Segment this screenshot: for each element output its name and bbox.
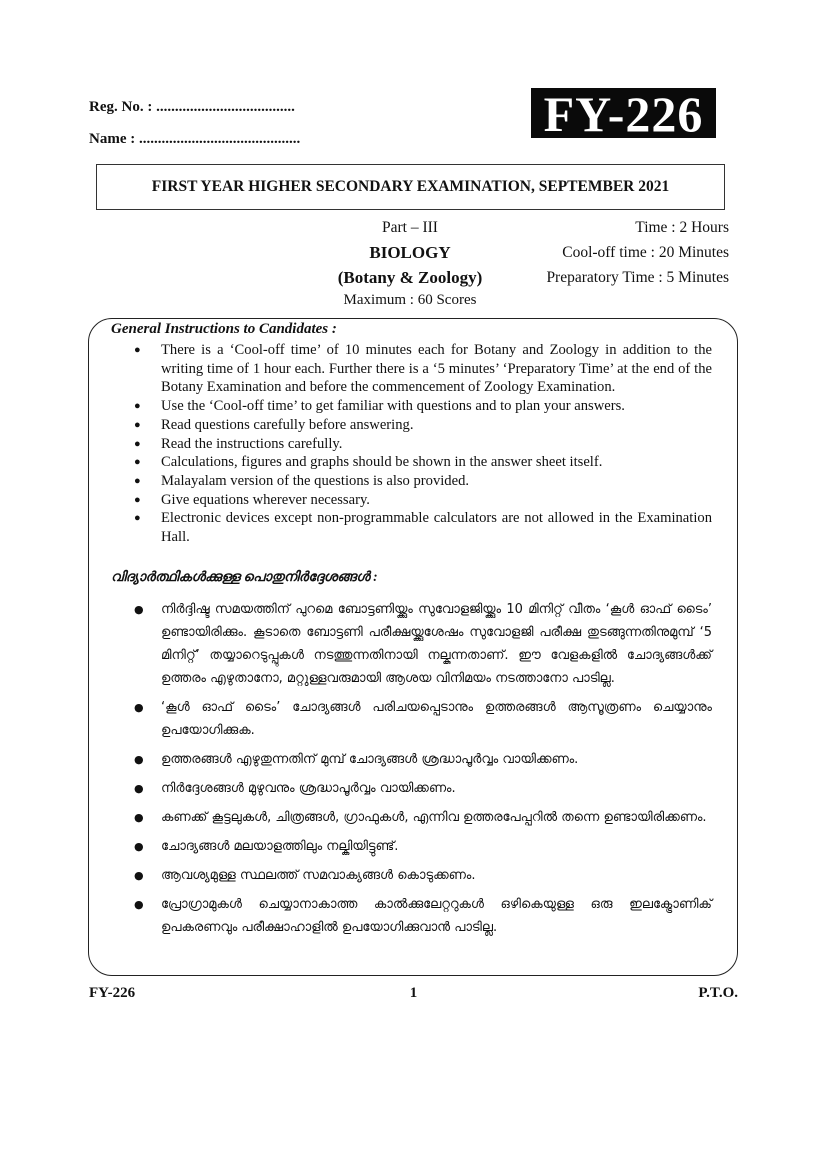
instructions-list (133, 341, 712, 547)
instruction-item: ● There is a ‘Cool-off time’ of 10 minutes each for Botany and Zoology in addition to the writing time of 1 hour each. Further there is a ‘5 minutes’ ‘Preparatory Time’ at the end of the Botany Examination and before the commencement of Zoology Examination. (133, 341, 712, 397)
preparatory-time: Preparatory Time : 5 Minutes (546, 269, 729, 286)
malayalam-instruction-item: ● ആവശ്യമുള്ള സ്ഥലത്ത് സമവാക്യങ്ങൾ കൊടുക്കണം. (133, 864, 712, 887)
cool-off-time: Cool-off time : 20 Minutes (562, 244, 729, 261)
malayalam-instruction-item: ● നിർദ്ദിഷ്ട സമയത്തിന് പുറമെ ബോട്ടണിയ്ക്കും സുവോളജിയ്ക്കും 10 മിനിറ്റ് വീതം ‘കൂൾ ഓഫ് ടൈം’ ഉണ്ടായിരിക്കും. കൂടാതെ ബോട്ടണി പരീക്ഷയ്ക്കുശേഷം സുവോളജി പരീക്ഷ തുടങ്ങുന്നതിനുമുമ്പ് ‘5 മിനിറ്റ്’ തയ്യാറെടുപ്പുകൾ നടത്തുന്നതിനായി നല്കുന്നതാണ്. ഈ വേളകളിൽ ചോദ്യങ്ങൾക്ക് ഉത്തരം എഴുതാനോ, മറ്റുള്ളവരുമായി ആശയ വിനിമയം നടത്താനോ പാടില്ല. (133, 598, 712, 690)
time-allowed: Time : 2 Hours (635, 219, 729, 236)
malayalam-instructions-heading: വിദ്യാർത്ഥികൾക്കുള്ള പൊതുനിർദ്ദേശങ്ങൾ : (111, 569, 378, 584)
instruction-item: ● Use the ‘Cool-off time’ to get familiar with questions and to plan your answers. (133, 397, 712, 416)
malayalam-instructions-list (133, 598, 712, 945)
max-score: Maximum : 60 Scores (343, 292, 477, 308)
footer-code: FY-226 (89, 985, 136, 1001)
malayalam-instruction-item: ● ഉത്തരങ്ങൾ എഴുതുന്നതിന് മുമ്പ് ചോദ്യങ്ങൾ ശ്രദ്ധാപൂർവ്വം വായിക്കണം. (133, 748, 712, 771)
instruction-item: ● Read questions carefully before answering. (133, 416, 712, 435)
reg-no-field: Reg. No. : ..................................... (89, 99, 295, 115)
pto-label: P.T.O. (698, 985, 738, 1001)
malayalam-instruction-item: ● ‘കൂൾ ഓഫ് ടൈം’ ചോദ്യങ്ങൾ പരിചയപ്പെടാനും ഉത്തരങ്ങൾ ആസൂത്രണം ചെയ്യാനും ഉപയോഗിക്കുക. (133, 696, 712, 742)
exam-title: FIRST YEAR HIGHER SECONDARY EXAMINATION, SEPTEMBER 2021 (96, 164, 725, 210)
malayalam-instruction-item: ● നിർദ്ദേശങ്ങൾ മുഴുവനും ശ്രദ്ധാപൂർവ്വം വായിക്കണം. (133, 777, 712, 800)
instruction-item: ● Calculations, figures and graphs should be shown in the answer sheet itself. (133, 453, 712, 472)
paper-code-badge: FY-226 (531, 88, 716, 138)
page-number: 1 (409, 985, 418, 1001)
instruction-item: ● Electronic devices except non-programmable calculators are not allowed in the Examination Hall. (133, 509, 712, 546)
malayalam-instruction-item: ● ചോദ്യങ്ങൾ മലയാളത്തിലും നല്കിയിട്ടുണ്ട്. (133, 835, 712, 858)
malayalam-instruction-item: ● കണക്ക് കൂട്ടലുകൾ, ചിത്രങ്ങൾ, ഗ്രാഫുകൾ, എന്നിവ ഉത്തരപേപ്പറിൽ തന്നെ ഉണ്ടായിരിക്കണം. (133, 806, 712, 829)
instruction-item: ● Give equations wherever necessary. (133, 491, 712, 510)
subject-title: BIOLOGY (369, 243, 451, 262)
name-field: Name : ........................................... (89, 131, 301, 147)
instruction-item: ● Malayalam version of the questions is also provided. (133, 472, 712, 491)
instruction-item: ● Read the instructions carefully. (133, 435, 712, 454)
instructions-heading: General Instructions to Candidates : (111, 321, 337, 337)
subject-subtitle: (Botany & Zoology) (337, 268, 483, 287)
malayalam-instruction-item: ● പ്രോഗ്രാമുകൾ ചെയ്യാനാകാത്ത കാൽക്കുലേറ്ററുകൾ ഒഴികെയുള്ള ഒരു ഇലക്ട്രോണിക് ഉപകരണവും പരീക്ഷാഹാളിൽ ഉപയോഗിക്കുവാൻ പാടില്ല. (133, 893, 712, 939)
paper-part: Part – III (382, 219, 438, 236)
